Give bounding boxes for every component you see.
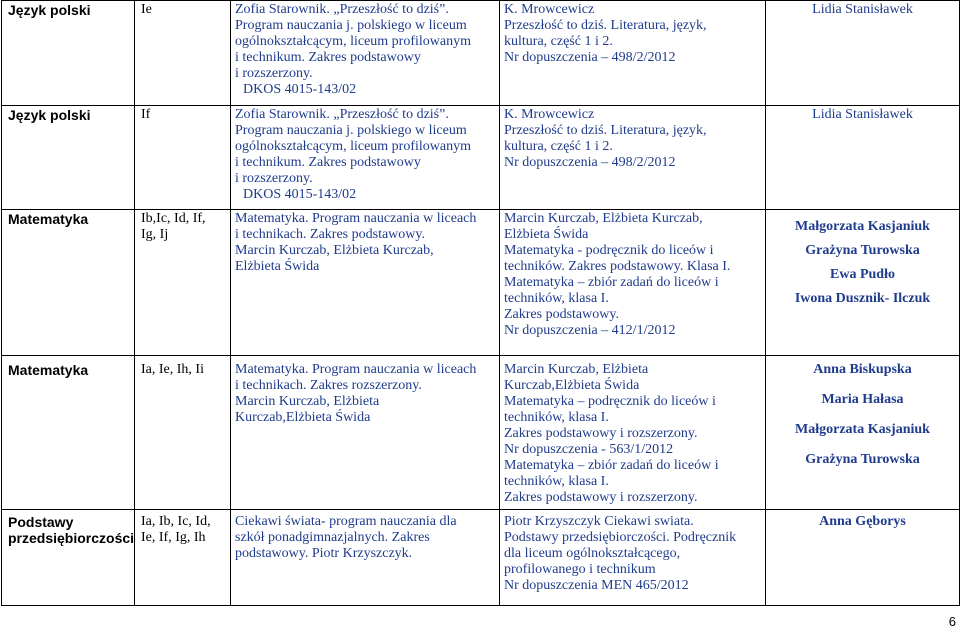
textbook-cell (500, 356, 766, 510)
teachers-cell (766, 356, 960, 510)
textbook-line: kultura, część 1 i 2. (504, 34, 613, 49)
textbook-line: Elżbieta Świda (504, 227, 589, 242)
textbook-line: Matematyka – zbiór zadań do liceów i (504, 275, 719, 290)
textbook-line: techników, klasa I. (504, 410, 609, 425)
subject-line: przedsiębiorczości (8, 530, 135, 546)
subject-line: Matematyka (8, 362, 89, 378)
program-line: Zofia Starownik. „Przeszłość to dziś”. (235, 107, 449, 122)
curriculum-table (1, 0, 960, 606)
program-line: Matematyka. Program nauczania w liceach (235, 362, 477, 377)
textbook-cell (500, 510, 766, 606)
program-line: i technikach. Zakres rozszerzony. (235, 378, 422, 393)
textbook-line: Matematyka – podręcznik do liceów i (504, 394, 716, 409)
program-cell (231, 106, 500, 210)
subject-cell (2, 106, 135, 210)
classes-line: Ie, If, Ig, Ih (141, 530, 206, 545)
subject-line: Podstawy (8, 514, 74, 530)
program-line: ogólnokształcącym, liceum profilowanym (235, 34, 471, 49)
table-row (2, 510, 960, 606)
classes-line: Ia, Ib, Ic, Id, (141, 514, 211, 529)
textbook-line: techników. Zakres podstawowy. Klasa I. (504, 259, 731, 274)
textbook-line: Nr dopuszczenia - 563/1/2012 (504, 442, 674, 457)
teachers-cell (766, 106, 960, 210)
subject-cell (2, 510, 135, 606)
textbook-line: Nr dopuszczenia – 498/2/2012 (504, 155, 676, 170)
textbook-line: Zakres podstawowy i rozszerzony. (504, 490, 698, 505)
subject-line: Matematyka (8, 211, 89, 227)
program-line: ogólnokształcącym, liceum profilowanym (235, 139, 471, 154)
program-line: DKOS 4015-143/02 (243, 187, 357, 202)
classes-cell (135, 1, 231, 106)
subject-cell (2, 356, 135, 510)
textbook-line: Zakres podstawowy i rozszerzony. (504, 426, 698, 441)
textbook-line: Marcin Kurczab, Elżbieta Kurczab, (504, 211, 703, 226)
textbook-line: Przeszłość to dziś. Literatura, język, (504, 123, 707, 138)
teacher-name: Ewa Pudło (830, 267, 895, 282)
program-cell (231, 210, 500, 356)
page-number: 6 (948, 614, 956, 629)
textbook-line: K. Mrowcewicz (504, 2, 595, 17)
classes-line: Ib,Ic, Id, If, (141, 211, 206, 226)
subject-line: Język polski (8, 107, 91, 123)
program-line: Matematyka. Program nauczania w liceach (235, 211, 477, 226)
program-line: Program nauczania j. polskiego w liceum (235, 123, 467, 138)
teacher-name: Grażyna Turowska (805, 452, 920, 467)
classes-line: Ie (141, 2, 152, 17)
program-line: i technikach. Zakres podstawowy. (235, 227, 425, 242)
program-line: Ciekawi świata- program nauczania dla (235, 514, 457, 529)
program-line: Elżbieta Świda (235, 259, 320, 274)
program-line: Marcin Kurczab, Elżbieta Kurczab, (235, 243, 434, 258)
teachers-cell (766, 510, 960, 606)
textbook-line: dla liceum ogólnokształcącego, (504, 546, 681, 561)
subject-cell (2, 210, 135, 356)
teacher-name: Maria Hałasa (821, 392, 904, 407)
textbook-line: techników, klasa I. (504, 291, 609, 306)
textbook-line: Przeszłość to dziś. Literatura, język, (504, 18, 707, 33)
teacher-name: Anna Gęborys (819, 514, 906, 529)
textbook-line: K. Mrowcewicz (504, 107, 595, 122)
teacher-name: Iwona Dusznik- Ilczuk (794, 291, 931, 306)
classes-line: Ia, Ie, Ih, Ii (141, 362, 204, 377)
textbook-line: Nr dopuszczenia – 412/1/2012 (504, 323, 676, 338)
classes-line: Ig, Ij (141, 227, 169, 242)
textbook-line: Nr dopuszczenia MEN 465/2012 (504, 578, 689, 593)
textbook-cell (500, 210, 766, 356)
textbook-cell (500, 106, 766, 210)
program-line: i technikum. Zakres podstawowy (235, 50, 421, 65)
program-line: i rozszerzony. (235, 171, 313, 186)
program-cell (231, 356, 500, 510)
textbook-line: Piotr Krzyszczyk Ciekawi swiata. (504, 514, 694, 529)
table-row (2, 106, 960, 210)
classes-cell (135, 210, 231, 356)
classes-line: If (141, 107, 151, 122)
teacher-name: Lidia Stanisławek (812, 107, 913, 122)
table-row (2, 1, 960, 106)
subject-line: Język polski (8, 2, 91, 18)
program-line: i technikum. Zakres podstawowy (235, 155, 421, 170)
program-line: Zofia Starownik. „Przeszłość to dziś”. (235, 2, 449, 17)
textbook-line: kultura, część 1 i 2. (504, 139, 613, 154)
table-row (2, 356, 960, 510)
textbook-cell (500, 1, 766, 106)
textbook-line: Nr dopuszczenia – 498/2/2012 (504, 50, 676, 65)
program-line: DKOS 4015-143/02 (243, 82, 357, 97)
textbook-line: Zakres podstawowy. (504, 307, 619, 322)
program-line: Program nauczania j. polskiego w liceum (235, 18, 467, 33)
teacher-name: Małgorzata Kasjaniuk (795, 219, 930, 234)
program-line: i rozszerzony. (235, 66, 313, 81)
textbook-line: Matematyka - podręcznik do liceów i (504, 243, 714, 258)
classes-cell (135, 106, 231, 210)
program-line: podstawowy. Piotr Krzyszczyk. (235, 546, 413, 561)
textbook-line: Podstawy przedsiębiorczości. Podręcznik (504, 530, 737, 545)
classes-cell (135, 510, 231, 606)
program-line: szkół ponadgimnazjalnych. Zakres (235, 530, 430, 545)
textbook-line: Kurczab,Elżbieta Świda (504, 378, 640, 393)
subject-cell (2, 1, 135, 106)
textbook-line: Marcin Kurczab, Elżbieta (504, 362, 649, 377)
program-line: Marcin Kurczab, Elżbieta (235, 394, 380, 409)
textbook-line: Matematyka – zbiór zadań do liceów i (504, 458, 719, 473)
teachers-cell (766, 210, 960, 356)
program-cell (231, 510, 500, 606)
program-cell (231, 1, 500, 106)
classes-cell (135, 356, 231, 510)
textbook-line: profilowanego i technikum (504, 562, 656, 577)
program-line: Kurczab,Elżbieta Świda (235, 410, 371, 425)
teacher-name: Anna Biskupska (813, 362, 912, 377)
table-row (2, 210, 960, 356)
teacher-name: Lidia Stanisławek (812, 2, 913, 17)
teachers-cell (766, 1, 960, 106)
teacher-name: Grażyna Turowska (805, 243, 920, 258)
teacher-name: Małgorzata Kasjaniuk (795, 422, 930, 437)
textbook-line: techników, klasa I. (504, 474, 609, 489)
